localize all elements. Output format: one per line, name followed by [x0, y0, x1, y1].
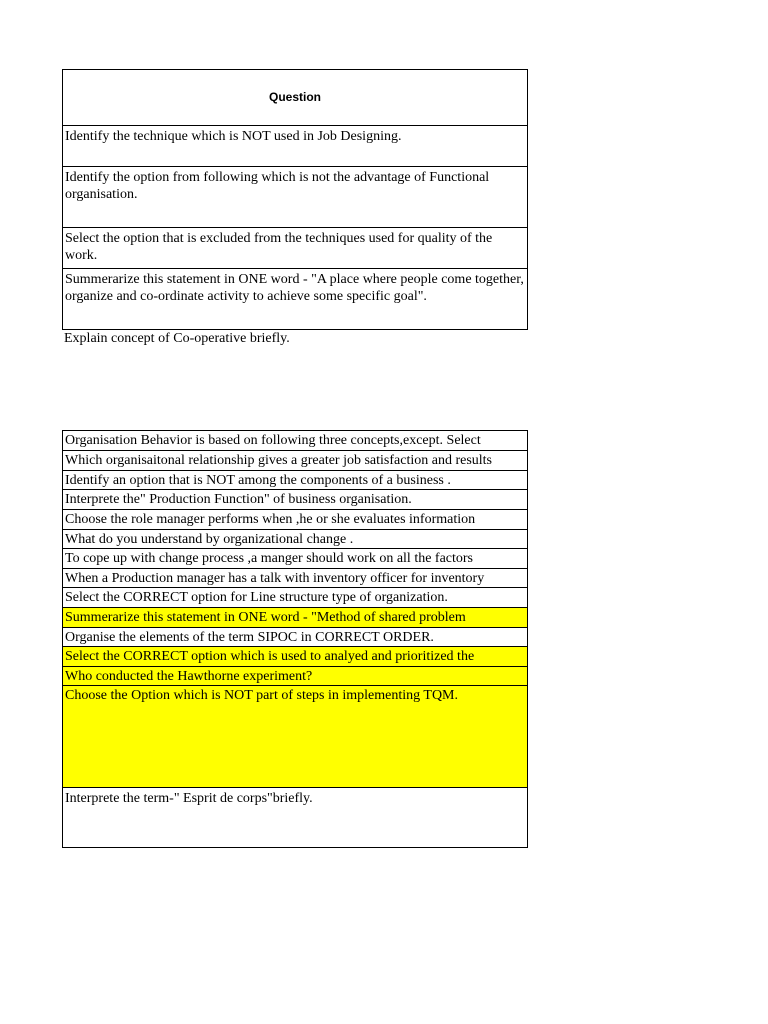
- question-cell: To cope up with change process ,a manger should work on all the factors: [63, 548, 527, 568]
- question-cell: Identify an option that is NOT among the components of a business .: [63, 470, 527, 489]
- questions-table-bottom: [62, 430, 528, 848]
- free-question-text: Explain concept of Co-operative briefly.: [64, 331, 290, 346]
- question-cell: Select the option that is excluded from the techniques used for quality of the work.: [63, 227, 527, 268]
- question-cell: Choose the role manager performs when ,he or she evaluates information: [63, 509, 527, 529]
- question-cell: Summerarize this statement in ONE word - "A place where people come together, organize and co-ordinate activity to achieve some specific goal".: [63, 268, 527, 329]
- question-cell: Identify the option from following which is not the advantage of Functional organisation.: [63, 166, 527, 227]
- question-header: Question: [268, 90, 321, 104]
- question-cell-highlighted: Choose the Option which is NOT part of steps in implementing TQM.: [63, 685, 527, 787]
- question-cell-highlighted: Select the CORRECT option which is used to analyed and prioritized the: [63, 646, 527, 666]
- question-cell-highlighted: Who conducted the Hawthorne experiment?: [63, 666, 527, 685]
- question-cell: Organisation Behavior is based on following three concepts,except. Select: [65, 433, 481, 448]
- question-cell: Select the CORRECT option for Line structure type of organization.: [63, 587, 527, 607]
- question-cell: Identify the technique which is NOT used in Job Designing.: [63, 125, 527, 166]
- question-cell: Which organisaitonal relationship gives a greater job satisfaction and results: [63, 450, 527, 470]
- question-cell: Interprete the" Production Function" of business organisation.: [63, 489, 527, 509]
- question-cell: Interprete the term-" Esprit de corps"briefly.: [63, 787, 527, 847]
- question-cell: When a Production manager has a talk with inventory officer for inventory: [63, 568, 527, 587]
- question-cell-highlighted: Summerarize this statement in ONE word - "Method of shared problem: [63, 607, 527, 627]
- questions-table-top: [62, 69, 528, 330]
- question-cell: Organise the elements of the term SIPOC in CORRECT ORDER.: [63, 627, 527, 646]
- question-cell: What do you understand by organizational change .: [63, 529, 527, 548]
